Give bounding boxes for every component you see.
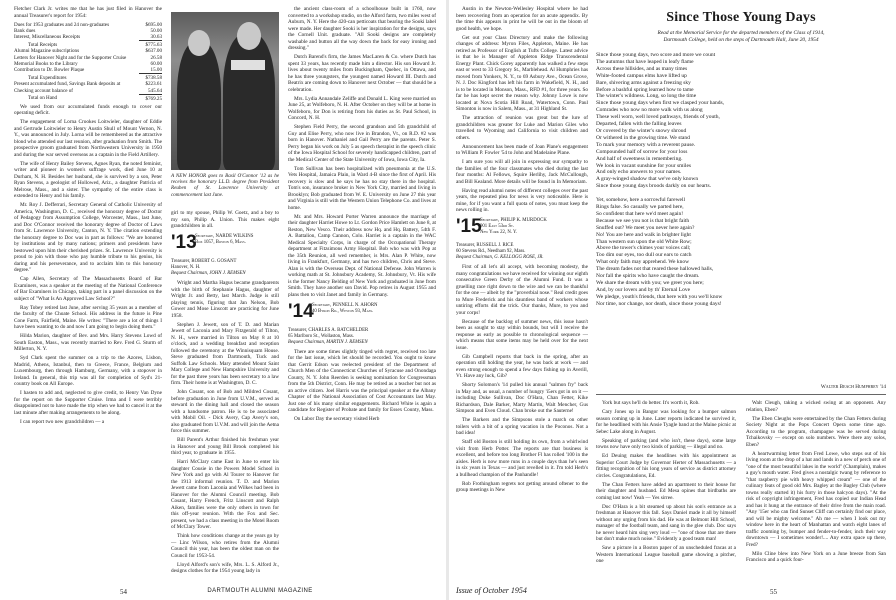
paragraph: Speaking of parking (and who isn't, these days), some large towns now have only two kinds of parking — illegal and no. (596, 437, 736, 450)
poem-line: And half of sweetness in remembering. (596, 155, 683, 162)
class-1914-officers (288, 328, 436, 346)
ledger-row (14, 41, 162, 49)
page-number-left: 54 (120, 588, 127, 596)
paragraph: The engagement of Lorna Crookes Loitwieler, daughter of Eddie and Gertrude Loitwieler to Henry Austin Shull of Mount Vernon, N. Y., was announced in July. Lorna will be remembered as the attractive blond who attended our last reunion, after graduation from Smith. The prospective groom graduated from Northwestern University in 1950 and during the war served overseas as a captain in the Field Artillery. (14, 119, 162, 158)
right-column-1-after-paragraphs (456, 264, 588, 494)
poem-line: Comrades who now no more walk with us along (596, 107, 703, 114)
poem-credit: Walter Beach Humphrey '14 (820, 384, 886, 390)
paragraph: Cary Jones up in Bangor was looking for a bumper salmon season coming up in June. Later reports indicated he survived it, for he headlined with his Ansie Tyagle band at the Maine picnic at Sebec Lake along in August. (596, 409, 736, 435)
poem-line: Across these hillsides, and as many times (596, 65, 688, 72)
ledger-amount: 50.00 (150, 27, 162, 34)
ledger-row (14, 88, 162, 95)
paragraph: Ray Tobey retired last June, after serving 35 years as a member of the faculty of the Choate School. His address in the future is Pine Cone Farm, Fairfield, Maine. He writes: "There are a lot of things I have been wanting to do and now I am going to begin doing them." (14, 304, 162, 331)
poem-line: And, by our lovers and by th' Eternal Love (596, 286, 691, 293)
class-bequest-chair: Bequest Chairman, G. KELLOGG ROSE, JR. (456, 255, 544, 260)
class-bequest-chair: Bequest Chairman, MARTIN J. REMSEN (288, 339, 368, 345)
paragraph: Bill Parent's Arthur finished his freshman year in Hanover and young Bill Brook completed his third year, to graduate in 1955. (171, 437, 279, 456)
poem-intro-line-2: Dartmouth College, held on the steps of Dartmouth Hall, June 20, 1954 (663, 37, 819, 43)
ledger-amount: $695.00 (145, 21, 162, 28)
paragraph: Doc O'Hara is a bit steamed up about his son's entrance as a freshman at Hanover this fall. Says Daniel made it all by himself without any urging from his dad. He was at Belmont Hill School, manager of the football team, and sang in the glee club. Doc says he never heard him sing very loud — "one of those that are there but don't make much noise." Evidently a good team man! (596, 503, 736, 542)
paragraph: John Cosant, son of Bob and Mildred Cosant, before graduation in June from U.V.M., served as steward in the dining hall and closed the season with a handsome patron. He is to be associated with Mobil Oil. - Dick Avery, Cap Avery's son, also graduated from U.V.M. and will join the Aetna force this summer. (171, 389, 279, 434)
class-officers (195, 234, 253, 246)
poem-line: Compounded half of sorrow for your loss (596, 148, 688, 155)
ledger-label: Letters for Hanover Night and for the Supporter Cruise (14, 54, 127, 61)
poem-divider (596, 394, 886, 395)
class-bequest-chair: Bequest Chairman, JOHN J. REMSEN (171, 271, 246, 276)
ledger-row (14, 94, 162, 102)
poem-intro-line-1: Read at the Memorial Service for the departed members of the Class of 1914, (657, 30, 825, 36)
poem-line: Yet, somehow, here a sorrowful farewell (596, 197, 686, 204)
right-column-1 (456, 6, 588, 581)
ledger-label: Total on Hand (28, 95, 58, 102)
class-address: 40 Byron Rd., Weston 93, Mass. (312, 308, 374, 314)
ledger-amount: $637.00 (145, 48, 162, 55)
poem-line: The winter's wildness. Long, so long the time (596, 93, 697, 100)
ledger-amount: $223.61 (145, 81, 162, 88)
poem-line: Snuffed out? We meet you never here again? (596, 224, 695, 231)
ledger-label: Contribution to Dr. Bowler Plaque (14, 66, 85, 73)
poem-line: Bare, shivering arms against a freezing sky (596, 79, 691, 86)
ledger-amount: 545.64 (147, 87, 162, 94)
paragraph: We used from our accumulated funds enough to cover our operating deficit. (14, 103, 162, 117)
paragraph: Lloyd Alford's son's wife, Mrs. L. S. Alford Jr., designs clothes for the 1954 young lady in (171, 561, 279, 574)
ledger-label: Present accumulated fund, Savings Bank deposits at (14, 81, 121, 88)
paragraph: The Eben Cleughs were entertained by the Chan Fetters during Society Night at the Pops Concert Opera some time ago. According to the program, champagne was be served during Tchaikovsky — except on solo numbers. Were there any solos, Eben? (746, 415, 886, 448)
right-column-2-paragraphs (596, 400, 736, 565)
paragraph: A heartwarming letter from Fred Lowe, who steps out of his living room at the drop of a hat and lands in a new of perch one of "one of the most beautiful lakes in the world" (Champlain), makes a guy's mouth water. Fred gives a nostalgic twang by reference to "that raspberry pie with heavy whipped cream" — one of the culinary feats of good old Mrs. Bagley at the Bagley Club (where towns really started it) his furry in those halcyon days). "At the risk of copyright infringement, Fred has copied our Indian Head and has it hung at the entrance of their drive from the main road. "Any '15er who can find Sunset Cliff can certainly find our place, and will be mighty welcome." Ah me — when I look out my window here in the heart of Manhattan and watch eight lanes of traffic zooming by, bumper and fender-to-fender, inch their way downtown — I sometimes wonder!.... Any extra space up there, Fred? (746, 450, 886, 548)
paragraph: Rob Frothingham regrets not getting around oftener to the group meetings in New (456, 480, 588, 493)
photo-figure-right (223, 34, 275, 170)
poem-line: Rings false. So casually we parted here, (596, 204, 684, 211)
class-treasurer: Treasurer, ROBERT G. GOSANT (171, 259, 237, 264)
poem-line: Since those young days, two score and more we count (596, 52, 716, 58)
col2-top-paragraph: girl to my spouse, Philip W. Goetz, and a boy to my son, Philip A. Union. This makes eight grandchildren in all. (171, 210, 279, 229)
paragraph: The Barkers and the Simpsons stole a march on other toilers with a bit of a spring vacation in the Poconos. Not a bad idea! (456, 417, 588, 436)
paragraph: Walt Cleugh, taking a wicked swing at an opponent. Any relation, Eben? (746, 400, 886, 413)
right-column-1-paragraphs (456, 6, 588, 214)
paragraph: Cap Allen, Secretary of The Massachusetts Board of Bar Examiners, was a speaker at the meeting of the National Conference of Bar Examiners in Chicago, taking part in a panel discussion on the subject of "What Is An Approved Law School?" (14, 276, 162, 302)
poem-stanza (596, 52, 886, 190)
poem-line: Than western sun upon the old White Row; (596, 238, 692, 245)
class-year: '15 (456, 216, 482, 237)
ledger-amount: 30.63 (150, 33, 162, 40)
ledger-amount: 26.58 (150, 54, 162, 61)
poem-line: Above the tower's chimes your voices call; (596, 245, 691, 252)
class-1914-header (288, 301, 436, 325)
class-secretary: Secretary, NARDE WILKINS (195, 234, 254, 239)
page-number-right: 55 (770, 588, 777, 596)
poem-line: We pledge, youth's friends, that here with you we'll know (596, 293, 723, 300)
poem-line: No! You are here and walk in brighter light (596, 231, 691, 238)
paragraph: On Labor Day the secretary visited Herb (294, 416, 380, 422)
poem-line: And only echo answers to your names. (596, 169, 682, 176)
poem-line: Because we see you not is that bright faith (596, 217, 690, 224)
ledger-amount: 15.00 (150, 66, 162, 73)
issue-label: Issue of October 1954 (456, 586, 527, 595)
poem-line: We share the dream with you; we greet you here; (596, 280, 704, 286)
class-1915-header (456, 216, 588, 240)
ledger-row (14, 67, 162, 74)
class-1913-officers (171, 259, 279, 277)
paragraph: Because of the backlog of summer news, this issue hasn't been as sought to stay within bounds, but will I receive the response as early as possible to chronological sequence — which means that some items may be held over for the next issue. (456, 318, 588, 351)
treasurer-ledger (14, 22, 162, 102)
paragraph: Milo Cline blew into New York on a June breeze from San Francisco and a quick four- (746, 550, 886, 563)
poem-line: Departed, fallen with the falling leaves (596, 121, 682, 128)
ledger-label: Total Receipts (28, 41, 58, 48)
ledger-label: Total Expenditures (28, 74, 67, 81)
class-secretary: Secretary, PHILIP K. MURDOCK (480, 218, 547, 223)
poem-body (596, 52, 886, 315)
poem-line: The dream fades not that reared these hallowed halls, (596, 266, 714, 273)
class-address: 901 East 53rd St. (480, 224, 515, 229)
paragraph: Announcement has been made of Joan Plane's engagement to William P. Fowler '54 to John and Madelaine Plane. (456, 143, 588, 156)
class-secretary: Secretary, PENNELL N. AHORN (312, 302, 378, 308)
left-column-2 (171, 210, 279, 582)
poem-line: These well worn, well loved pathways, friends of youth, (596, 114, 720, 121)
ledger-label: Bank dues (14, 27, 36, 34)
paragraph: Saw a picture in a Boston paper of an unscheduled fracas at a Western International League baseball game showing a pitcher, one (596, 545, 736, 564)
paragraph: I hasten to add and, neglected to give credit, to Henry Van Dyne for the report on the Supporter Cruise. Irma and I were terribly disappointed not to have made the trip when we had to cancel it at the last minute after making arrangements to be along. (14, 390, 162, 416)
left-column-3-after-paragraphs (288, 349, 436, 423)
photo-hood (231, 60, 265, 70)
class-treasurer: Treasurer, RUSSELL J. RICE (456, 243, 514, 248)
class-address: Box 1057, Boston 6, Mass. (195, 240, 246, 245)
left-column-1 (14, 6, 162, 581)
class-treasurer-city: Hanover, N. H. (171, 265, 201, 270)
poem-intro (596, 30, 886, 44)
paragraph: Syd Clark spent the summer on a trip to the Azores, Lisbon, Madrid, Athens, Istanbul, then to Greece, France, Belgium and Luxembourg, then through Hamburg, Germany, with a stopover in Ireland. In general, this trip was all for completion of Syd's 21-country book on All Europe. (14, 355, 162, 388)
paragraph: Think how conditions change at the years go by — Linc Wilson, who retires from the Alumni Council this year, has been the oldest man on the Council for 1953-54. (171, 533, 279, 559)
class-treasurer-city: 65 Marlboro St., Wollaston, Mass. (288, 333, 354, 339)
class-officers (480, 218, 547, 236)
poem-line: The autumns that have leaped in leafy flame (596, 58, 694, 65)
poem-line: To mark your memory with a reverent pause. (596, 141, 696, 148)
paragraph: Mrs. Lydia Annandale Zeliffe and Donald L. King were married on June 25, at Wolfeboro, N. H. After October on they will be at home in Wolfeboro, for Don is retiring from his duties as St. Paul School, in Concord, N. H. (288, 95, 436, 121)
left-column-1-paragraphs (14, 104, 162, 426)
right-column-3 (746, 400, 886, 580)
poem-line: White-footed campus elms have lifted up (596, 72, 687, 79)
paragraph: Mr. Roy J. Defferrari, Secretary General of Catholic University of America, Washington, D. C., received the honorary degree of Doctor of Pedagogy from Assumption College, Worcester, Mass., last June, and Doc O'Connor received the honorary degree of Doctor of Laws from St. Lawrence University, Canton, N. Y. The citation extending the honorary degree to Doc was in part as follows: "We are honored by institutions and by many nations; primers and presidents have bestowed upon him their cherished prizes. St. Lawrence University is proud to join with those who pay humble tribute to his genius, his daring and his perseverance, and to acclaim him to this honorary degree." (14, 202, 162, 274)
ledger-label: Dues for 1953 graduates and 24 non-graduates (14, 21, 110, 28)
paragraph: Shorty Solomon's '14 pulled his annual "salmon fry" back in May and, as usual, a number of hungry 'i5ers got in on it — including Duke Sullivan, Doc O'Hara, Chan Fetter, Kike Richardson, Dale Barker, Marty Martin, Walt Mencher, Gus Simpson and Even Cloud. Chan broke out the Sauterne! (456, 382, 588, 414)
class-treasurer-city: 60 Stevens Rd., Needham 92, Mass. (456, 249, 526, 254)
paragraph: Staff old Boston is still holding its own, from a whirlwind visit from Herb Potter. The reports are that business is excellent, and before too long Brother Fl has rolled '100 in the aisles. Herb is now more runs in a couple days than he's seen in six years in Texas — and just revelled in it. I'm told Herb's a bullhead champion of the Panhandle! (456, 439, 588, 478)
paragraph: Having read alumni notes of different colleges over the past years, the repeated plea for news is very noticeable. Here is mine, for if you want a full quota of notes, you must keep the news rolling in. (456, 187, 588, 213)
poem-line: A gray-winged shadow that we've only known (596, 176, 699, 183)
poem-line: So confident that here we'd meet again! (596, 210, 684, 217)
paragraph: Tom Sullivan has been hospitalized with pneumonia at the U.S. Vets Hospital, Jamaica Plain, in Ward 4-B since the first of April. His recovery is slow and he says he has no stay there in the hospital. Tom's son, insurance broker in New York City, married and living in Brooklyn; Bob graduated from W. E. University on June 27 this year and Virginia is still with the Western Union Telephone Co. and lives at home. (288, 165, 436, 211)
paragraph: the ancient class-room of a schoolhouse built in 1760, now converted to a workshop studio, on the Alford farm, two miles west of Auburn, N. Y. Here the 420-can petticoats that bearing the Sooki label were made. Her daughter Sooki is her inspiration for the designs, says the Cornell Unit. graduate. "All Sooki designs are completely washable and button all the way down the back for easy ironing and dressing." (288, 6, 436, 51)
right-column-3-paragraphs (746, 400, 886, 564)
paragraph: I can report two new grandchildren — a (20, 418, 105, 425)
poem-line: Before a bashful spring learned how to tame (596, 86, 694, 93)
page-gutter (446, 0, 449, 600)
paragraph: Ed Deuing makes the headlines with his appointment as Superior Court Judge by Governor Herter of Massachusetts — a fitting recognition of his long years of service as district attorney circles. Congratulations, Ed. (596, 453, 736, 479)
photo-caption: A NEW HONOR goes to Basil O'Connor '12 as he receives the honorary LL.D. degree from President Reuben of St. Lawrence University at commencement last June. (171, 173, 279, 198)
paragraph: First of all let's all accept, with becoming modesty, the many congratulations we have received for winning our eighth consecutive Green Derby of the Alumni Fund. It was a gruelling race right down to the wire and we can be thankful for the one — albeit by the "proverbial nose." Real credit goes to Mure Frederick and his dauntless band of workers whose untiring efforts did the trick. Our thanks, Mure, to you and your corps! (456, 264, 588, 316)
class-1913-header (171, 232, 279, 256)
class-treasurer: Treasurer, CHARLES A. BATCHELDER (288, 327, 369, 333)
poem-line: Too dim our eyes, too dull our ears to catch (596, 252, 692, 259)
ledger-label: Memorial Books to the Library (14, 60, 78, 67)
paragraph: Dutch Barend's firm, the James MacLaren & Co. where Dutch has spent 33 years, has recently made him a director. His son Howard Jr. lives about twenty miles from Buckingham, Quebec, in Ottawa, and he has three youngsters, the youngest named Howard III. Dutch and Beatrix are coming down to Hanover next October — that should be a celebration. (288, 54, 436, 93)
poem-line: Or covered by the winter's snowy shroud (596, 127, 687, 134)
left-column-2-paragraphs (171, 280, 279, 575)
poem-stanza (596, 197, 886, 308)
poem-line: Nor fall the spirits who have caught the dream. (596, 273, 700, 280)
right-column-2 (596, 400, 736, 580)
treasurer-intro: Fletcher Clark Jr. writes me that he has just filed in Hanover the annual Treasurer's report for 1954: (14, 6, 162, 19)
left-column-3-paragraphs (288, 6, 436, 298)
paragraph: Stephen J. Jewett, son of T. D. and Marian Jewett of Laconia and Mary Fitzgerald of Tilton, N. H., were married in Tilton on May 8 at 10 o'clock, and a wedding breakfast and reception followed the ceremony at the Winnisquam House. Steve graduated from Dartmouth, Tuck and Suffolk Law Schools. Mary attended Mount Saint Mary College and New Hampshire University and for the past three years has been secretary to a law firm. Their home is at Washington, D. C. (171, 321, 279, 386)
poem-title: Since Those Young Days (666, 10, 816, 25)
paragraph: The wife of Henry Bailey Stevens, Agnes Ryan, the noted feminist, writer and pioneer in women's suffrage work, died June 10 at Durham, N. H. Besides her husband, she is survived by a son, Peter Ryan Stevens, a geologist of Hollowed, Ariz., a daughter Patricia of Melrose, Mass., and a sister. The sympathy of the entire class is extended to Henry and his family. (14, 160, 162, 200)
ledger-amount: $775.63 (139, 41, 162, 49)
class-year: '14 (288, 300, 314, 322)
ledger-label: Checking account balance of (14, 87, 73, 94)
poem-line: Since those young days when first we clasped your hands, (596, 100, 725, 107)
photo-figure-left (177, 42, 221, 170)
poem-line: We look in vacant sunshine for your smiles (596, 162, 692, 169)
ledger-row (14, 34, 162, 41)
poem-line: What only faith may apprehend. We know (596, 259, 690, 266)
paragraph: There are some times slightly tinged with regret, received too late for the last issue, which let should be recorded. You ought to know that Gerrit Edson was reelected president of the Department of Church Men of the Connecticut Churches of Syracuse and Onondaga County, N. Y. John Reerden is seeking nomination for Congressman from the 5th District, Conn. He may be retired as a teacher but not as an active citizen. Joel Harris was the principal speaker at the Albany Chapter of the National Association of Cost Accountants last May. Just one of his many similar engagements. Richard White is again a candidate for Register of Probate and family for Essex County, Mass. (288, 348, 436, 413)
paragraph: I am sure you will all join in expressing our sympathy to the families of the four classmates who died during the last four months: Al Fellows, Squire Herlihy, Jack McCullough, and Bill Kealand. More details will be found in In Memoriam. (456, 159, 588, 185)
class-officers (312, 303, 378, 315)
paragraph: Mr. and Mrs. Howard Porter Warren announce the marriage of their daughter Harriet Howe to Lt. Gordon Price Hamlett on June 8, at Reston, New Vesco. Their address now Hq. and Hq. Battery, 54th F. A. Battalion, Camp Cannon, Colo. Harriet is a captain in the WAC Medical Specialty Corps, in charge of the Occupational Therapy department at Fitzsimons Army Hospital. Bob who was with Pop at the 35th Reunion, all wed remember, is Mrs. Alan P. White, now living in Frankfurt, Germany, and has two children, Chris and Steve. Alan is with the Overseas Dept. of National Defense. John Warren is working math at St. Johnsbury Academy, St. Johnsbury, Vt. His wife is the former Nancy Belding of New York and graduated in June from Smith. They have another son David. Pop retires in August 1955 and plans then to visit Janet and family in Germany. (288, 213, 436, 298)
paragraph: Harri McClary came East in June to enter his daughter Cousie in the Powers Model School in New York and go with Al Tourer to Hanover for the 1913 informal reunion. T. D. and Marion Jewett came from Laconia and Wilkes had been in Hanover for the Alumni Council meeting. Bob Cosant, Harry French, Fritz Linscott and Ralph Aiken, families were the only others in town for this off-year reunion. With the Fox and Sec. present, we had a class meeting in the Motel Room of McClary Tower. (171, 459, 279, 530)
ledger-label: Interest, Miscellaneous Receipts (14, 33, 81, 40)
ledger-amount: $738.58 (139, 74, 162, 82)
paragraph: The Chan Fetters have added an apartment to their house for their daughter and husband. Ed Mesa opines that birdbaths are coming last now! Yeah — Yes sirree. (596, 481, 736, 501)
poem-line: Or withered in the growing time. We stand (596, 134, 690, 141)
left-column-3 (288, 6, 436, 581)
class-1915-officers (456, 243, 588, 261)
ledger-amount: 60.00 (150, 60, 162, 67)
poem-line: Nor time, nor change, nor death, since those young days! (596, 300, 722, 307)
paragraph: York but says he'll do better. It's worth it, Rob. (602, 400, 700, 406)
ledger-amount: $769.25 (139, 94, 162, 102)
paragraph: Gib Campbell reports that back in the spring, after an operation still holding the year, he was back at work — and even strong enough to spend a few days fishing up in Averill, Vt. Have any luck, Gib? (456, 353, 588, 379)
paragraph: Wright and Martha Hagus became grandparents with the birth of Stephanie Hagus, daughter of Wright Jr. and Betty, last March. Judge is still playing tennis, figuring that Jan Nelson, Bob Gower and Mose Linscott are practicing for June 1958. (171, 280, 279, 319)
class-year: '13 (171, 232, 197, 253)
honorary-degree-photo (171, 12, 279, 170)
magazine-name: DARTMOUTH ALUMNI MAGAZINE (207, 588, 313, 594)
poem-line: Since those young days broods darkly on our hearts. (596, 183, 712, 190)
paragraph: The attraction of reunion was great but the lure of grandchildren was greater for Luke and Marion Giles who travelled to Wyoming and California to visit children and others. (456, 115, 588, 141)
ledger-label: Alumni Magazine subscriptions (14, 48, 80, 55)
photo-face-right (237, 22, 261, 50)
paragraph: Stephen Field Perry, the second grandson and 5th grandchild of Guy and Elise Perry, who now live in Brandon, Vt., on R.D. #2 was born in Hanover. Nathaniel and Gail Perry are the parents. Peter S. Perry began his work on July 5 as speech therapist in the speech clinic of the Iowa Hospital School for severely handicapped children, part of the Medical Center of the State University of Iowa, Iowa City, Ia. (288, 124, 436, 163)
paragraph: Hilda Marion, daughter of Bev. and Mrs. Harry Stevens Lowd of South Easton, Mass., was recently married to Rev. Fred G. Sturm of Millerton, N. Y. (14, 333, 162, 353)
class-address-2: New York 22, N. Y. (480, 230, 518, 235)
photo-face-left (188, 30, 210, 56)
paragraph: Austin in the Newton-Wellesley Hospital where he had been recovering from an operation for an acute appendix. By the time this appears in print he will be out in the bloom of good health, we hope. (456, 6, 588, 32)
paragraph: Get out your Class Directory and make the following changes of address: Myron Files, Appleton, Maine. He has retired as Professor of English at Tufts College. Latest advice is that he is Manager of Appleton Ridge Transcendental Energy Plant. Chick Gorey apparently has walked a few steps east or west to 33 Gregory St., Marblehead. Al Humphries has moved from Yonkers, N. Y., to 69 Asbury Ave., Ocean Grove, N. J. Doc Kingford has left his farm in Wakefield, N. H., and is to be located in Monson, Mass., RFD #1, for three years. So far he has kept secret the reason why. Johnny Lowe is now located at Nova Scotia Hill Road, Watertown, Conn. Paul Simonton is now in Salem, Mass., at 31 Highland St. (456, 34, 588, 112)
